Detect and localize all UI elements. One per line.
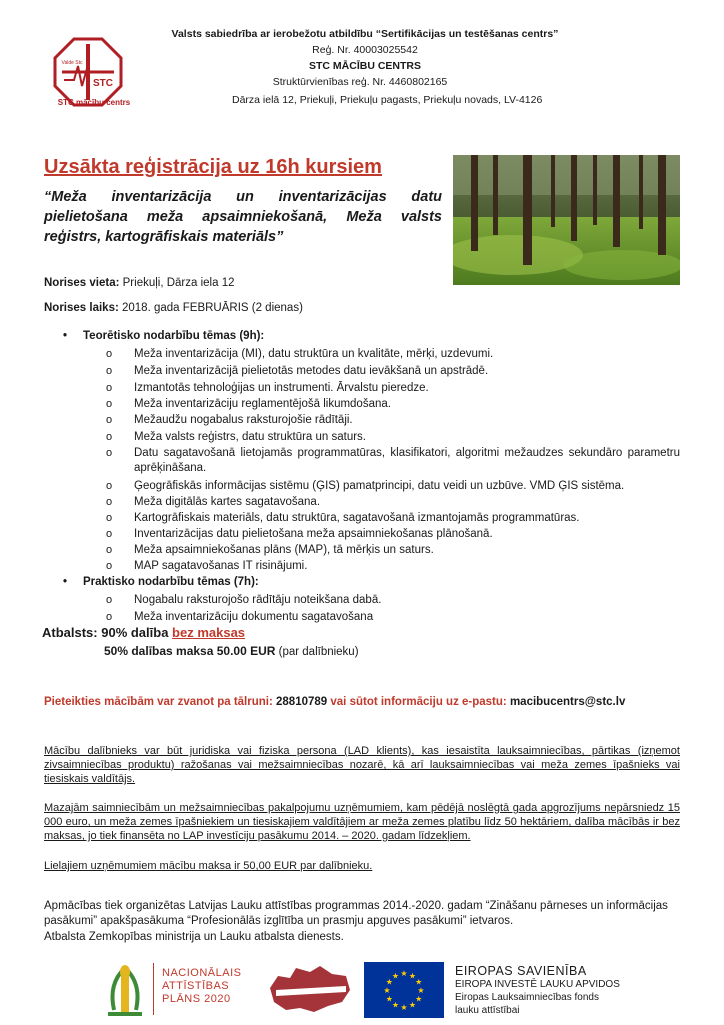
logo-mark-text: STC	[93, 78, 113, 89]
center-name: STC MĀCĪBU CENTRS	[309, 60, 421, 72]
lad-logo	[100, 962, 150, 1020]
page-title: Uzsākta reģistrācija uz 16h kursiem	[44, 156, 382, 178]
support-line-1: Atbalsts: 90% dalība bez maksas	[42, 625, 246, 640]
list-item: o Mežaudžu nogabalus raksturojošie rādītāji.	[106, 414, 353, 426]
list-item: o Meža inventarizācijā pielietotās metodes datu ievākšanā un apstrādē.	[106, 365, 489, 377]
email-address[interactable]: macibucentrs@stc.lv	[506, 696, 626, 708]
list-item: o Meža valsts reģistrs, datu struktūra un saturs.	[106, 431, 367, 443]
eu-title: EIROPAS SAVIENĪBA	[455, 964, 587, 978]
list-item: o Datu sagatavošanā lietojamās programmatūras, klasifikatori, algoritmi mežaudzes sekundāro parametru aprēķināšana.	[106, 447, 680, 474]
theory-heading: • Teorētisko nodarbību tēmas (9h):	[66, 330, 264, 342]
small-business-paragraph: Mazajām saimniecībām un mežsaimniecības pakalpojumu uzņēmumiem, kam pēdējā noslēgtā gada apgrozījums nepārsniedz 15 000 euro, un meža zemes īpašniekiem un tiesiskajiem valdītājiem ar meža zemes platību līdz 50 hektāriem, dalība mācībās ir bez maksas, jo tiek finansēta no LAP investīciju pasākumu 2014. – 2020. gadam līdzekļiem.	[44, 802, 680, 842]
nap-logo-text: NACIONĀLAIS ATTĪSTĪBAS PLĀNS 2020	[162, 967, 242, 1005]
address: Dārza ielā 12, Priekuļi, Priekuļu pagasts, Priekuļu novads, LV-4126	[232, 94, 543, 106]
divider	[153, 963, 154, 1015]
forest-photo	[453, 155, 680, 285]
list-item: o Meža inventarizāciju reglamentējošā likumdošana.	[106, 398, 391, 410]
list-item: o Meža apsaimniekošanas plāns (MAP), tā mērķis un saturs.	[106, 544, 434, 556]
time-label: Norises laiks:	[44, 302, 119, 314]
free-label: bez maksas	[172, 625, 246, 640]
unit-reg-number: Struktūrvienības reģ. Nr. 4460802165	[272, 76, 448, 88]
venue	[44, 277, 235, 289]
phone-number[interactable]: 28810789	[272, 696, 328, 708]
time-value: 2018. gada FEBRUĀRIS (2 dienas)	[118, 302, 303, 314]
subtitle-line: “Meža inventarizācija un inventarizācijas datu	[44, 189, 442, 205]
eu-star-icon: ★	[415, 977, 423, 987]
logo-small-text: Valde Stc	[61, 60, 83, 66]
list-item: o Meža inventarizāciju dokumentu sagatavošana	[106, 611, 374, 623]
practice-heading: • Praktisko nodarbību tēmas (7h):	[66, 576, 259, 588]
organized-paragraph: Apmācības tiek organizētas Latvijas Lauku attīstības programmas 2014.-2020. gadam “Zināšanu pārneses un informācijas pasākumi” apakšpasākuma “Profesionālās izglītība un prasmju apguves pasākumi” ietvaros.	[44, 900, 668, 927]
eu-star-icon: ★	[408, 971, 417, 981]
eu-flag	[364, 962, 444, 1018]
large-business-paragraph: Lielajiem uzņēmumiem mācību maksa ir 50,00 EUR par dalībnieku.	[44, 860, 373, 872]
subtitle-line: reģistrs, kartogrāfiskais materiāls”	[44, 229, 284, 245]
support-line-2: 50% dalības maksa 50.00 EUR (par dalībnieku)	[104, 644, 359, 658]
eu-star-icon: ★	[391, 1000, 400, 1010]
list-item: o Ģeogrāfiskās informācijas sistēmu (ĢIS) pamatprincipi, datu veidi un uzbūve. VMD ĢIS sistēma.	[106, 480, 625, 492]
eu-star-icon: ★	[417, 986, 425, 995]
list-item: o Izmantotās tehnoloģijas un instrumenti. Ārvalstu pieredze.	[106, 382, 429, 394]
list-item: o Meža inventarizācija (MI), datu struktūra un kvalitāte, mērķi, uzdevumi.	[106, 348, 494, 360]
eu-star-icon: ★	[400, 1003, 408, 1012]
eligibility-paragraph: Mācību dalībnieks var būt juridiska vai fiziska persona (LAD klients), kas iesaistīta lauksaimniecības, pārtikas (izņemot zivsaimniecības produktu) ražošanas vai mežsaimniecības nozarē, kā arī lauksaimniecības vai meža zemes īpašnieks vai tiesiskais valdītājs.	[44, 745, 680, 785]
list-item: o Inventarizācijas datu pielietošana meža apsaimniekošanas plānošanā.	[106, 528, 493, 540]
eu-star-icon: ★	[408, 1000, 417, 1010]
eu-star-icon: ★	[385, 977, 393, 987]
supported-line: Atbalsta Zemkopības ministrija un Lauku atbalsta dienests.	[44, 931, 344, 943]
list-item: o Kartogrāfiskais materiāls, datu struktūra, sagatavošanā izmantojamās programmatūras.	[106, 512, 580, 524]
list-item: o Meža digitālās kartes sagatavošana.	[106, 496, 321, 508]
course-time	[44, 302, 303, 314]
logo-caption: STC mācību centrs	[57, 98, 131, 107]
reg-number: Reģ. Nr. 40003025542	[312, 44, 418, 56]
eu-text: EIROPAS SAVIENĪBA EIROPA INVESTĒ LAUKU APVIDOS Eiropas Lauksaimniecības fonds lauku attīstībai	[455, 964, 620, 1016]
venue-label: Norises vieta:	[44, 277, 120, 289]
latvia-map-logo	[266, 962, 352, 1018]
list-item: o MAP sagatavošanas IT risinājumi.	[106, 560, 308, 572]
eu-star-icon: ★	[391, 971, 400, 981]
eu-star-icon: ★	[385, 994, 393, 1004]
course-subtitle	[44, 187, 442, 247]
eu-star-icon: ★	[383, 986, 391, 995]
subtitle-line: pielietošana meža apsaimniekošanā, Meža valsts	[44, 209, 442, 225]
eu-star-icon: ★	[400, 969, 408, 978]
eu-star-icon: ★	[415, 994, 423, 1004]
apply-info: Pieteikties mācībām var zvanot pa tālruni: 28810789 vai sūtot informāciju uz e-pastu: macibucentrs@stc.lv	[44, 696, 626, 708]
venue-value: Priekuļi, Dārza iela 12	[119, 277, 235, 289]
org-name: Valsts sabiedrība ar ierobežotu atbildību “Sertifikācijas un testēšanas centrs”	[171, 28, 559, 40]
list-item: o Nogabalu raksturojošo rādītāju noteikšana dabā.	[106, 594, 382, 606]
